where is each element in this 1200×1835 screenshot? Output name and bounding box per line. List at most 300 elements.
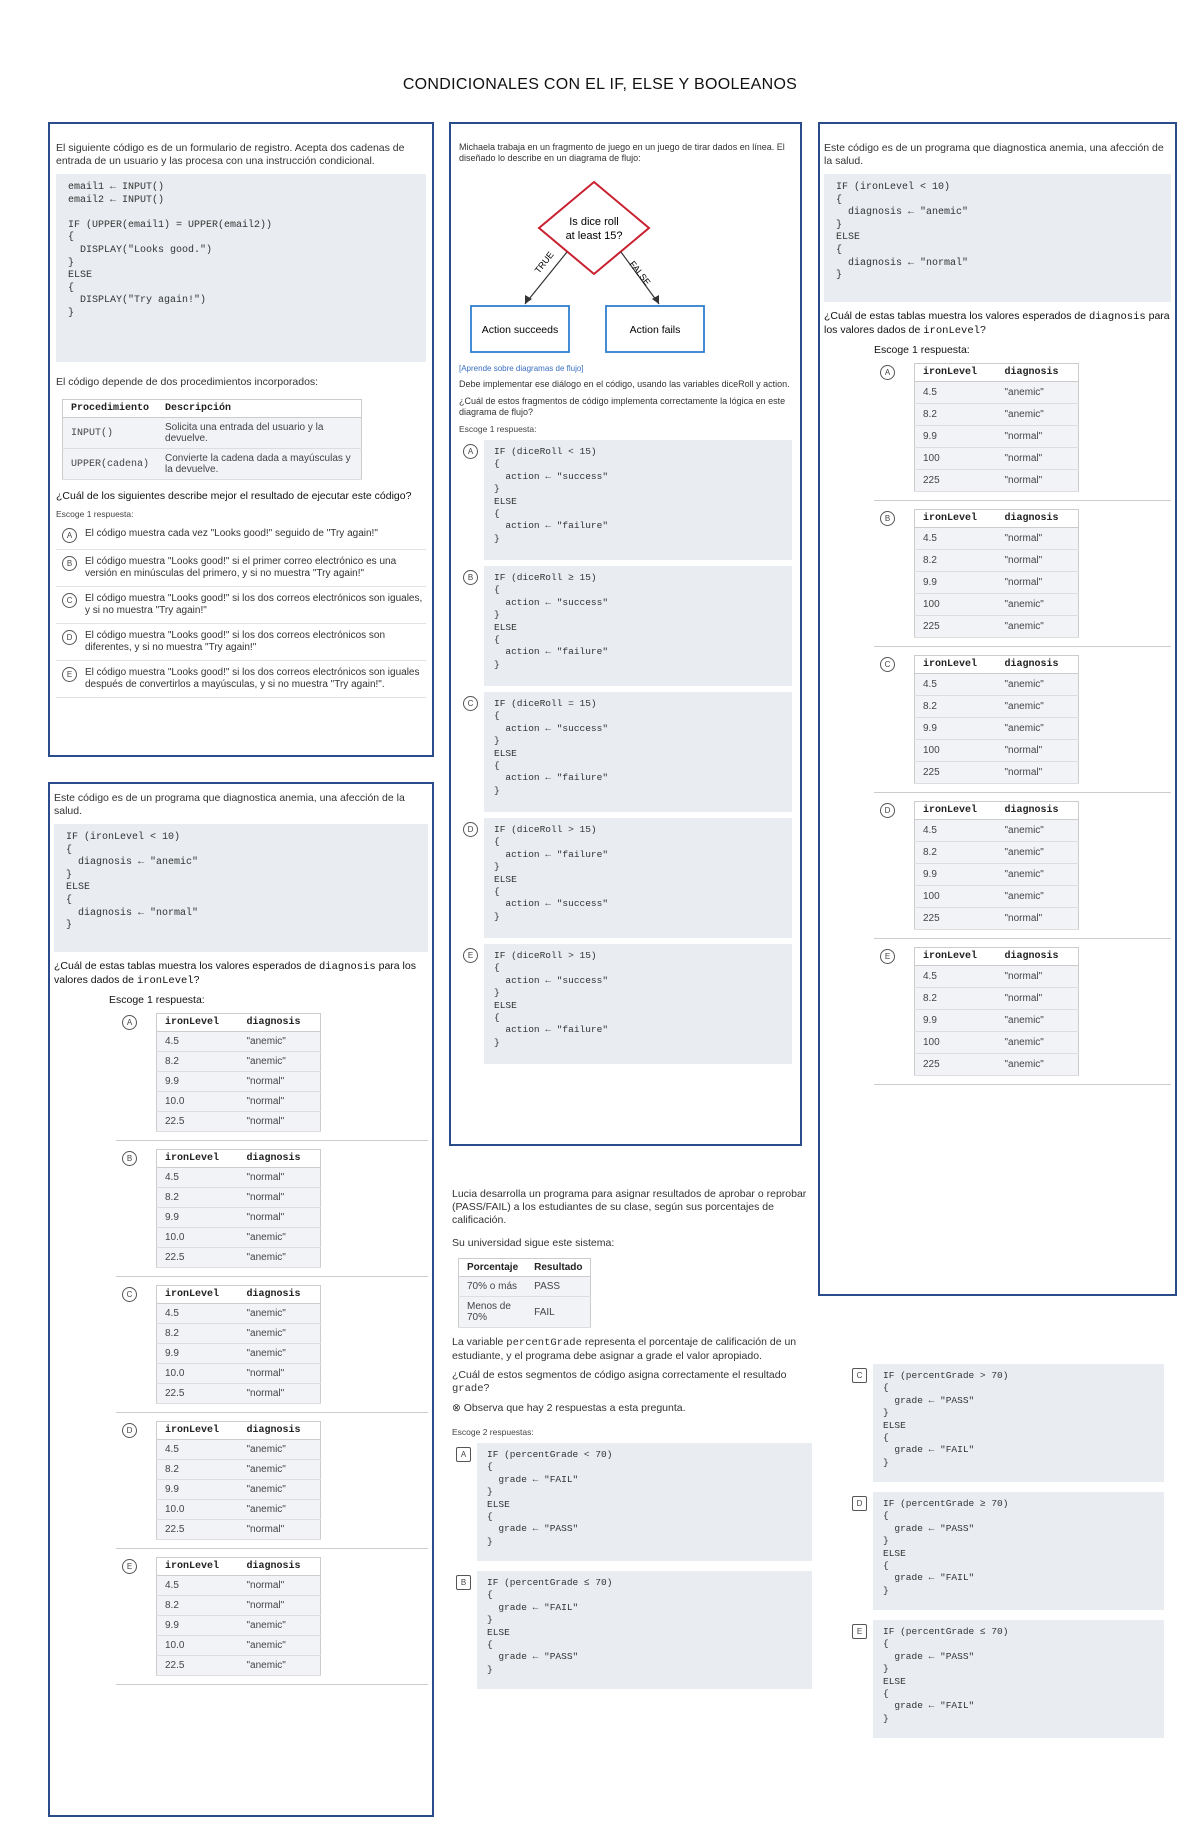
col-header: diagnosis — [239, 1558, 321, 1576]
table-row — [157, 1228, 321, 1248]
col-header: diagnosis — [239, 1286, 321, 1304]
anemia2-code: IF (ironLevel < 10) { diagnosis ← "anemic" } ELSE { diagnosis ← "normal" } — [824, 174, 1171, 302]
cell-diagnosis: "anemic" — [997, 382, 1079, 404]
cell-diagnosis: "anemic" — [997, 674, 1079, 696]
table-row — [915, 988, 1079, 1010]
cell-iron: 100 — [915, 740, 997, 762]
cell-iron: 8.2 — [915, 988, 997, 1010]
col-header: ironLevel — [915, 948, 997, 966]
checkbox[interactable]: E — [852, 1624, 867, 1639]
table-row — [915, 820, 1079, 842]
q2-options — [459, 440, 792, 1064]
table-row — [157, 1384, 321, 1404]
q2-intro: Michaela trabaja en un fragmento de juego en un juego de tirar dados en línea. El diseñado lo describe en un diagrama de flujo: — [459, 142, 785, 163]
grade-section — [452, 1188, 812, 1748]
answer-option[interactable] — [848, 1620, 1164, 1738]
radio-circle[interactable]: E — [122, 1559, 137, 1574]
grade-options-right — [848, 1364, 1164, 1804]
col-header: diagnosis — [997, 510, 1079, 528]
cell-diagnosis: "anemic" — [997, 696, 1079, 718]
radio-circle[interactable]: B — [880, 511, 895, 526]
answer-option[interactable] — [874, 947, 1171, 1085]
cell-iron: 8.2 — [915, 696, 997, 718]
cell-iron: 4.5 — [157, 1032, 239, 1052]
cell-diagnosis: "anemic" — [239, 1656, 321, 1676]
table-row — [157, 1616, 321, 1636]
answer-option[interactable] — [874, 801, 1171, 939]
grade-options-left — [452, 1443, 812, 1689]
table-header-row — [157, 1422, 321, 1440]
option-code: IF (percentGrade ≥ 70) { grade ← "PASS" } ELSE { grade ← "FAIL" } — [873, 1492, 1164, 1610]
diamond-text: at least 15? — [565, 230, 623, 242]
table-row — [157, 1364, 321, 1384]
cell-diagnosis: "normal" — [997, 470, 1079, 492]
table-header-row — [157, 1558, 321, 1576]
answer-option[interactable] — [56, 553, 426, 587]
q-text: ? — [979, 324, 986, 336]
anemia2-options — [874, 363, 1171, 1085]
cell-iron: 9.9 — [915, 1010, 997, 1032]
q-text: ? — [193, 974, 200, 986]
cell-diagnosis: "normal" — [997, 572, 1079, 594]
table-header-row — [157, 1150, 321, 1168]
radio-circle[interactable]: D — [122, 1423, 137, 1438]
proc-cell: Solicita una entrada del usuario y la devuelve. — [157, 418, 361, 449]
q-text: ? — [483, 1382, 490, 1394]
radio-circle[interactable]: D — [880, 803, 895, 818]
cell-iron: 9.9 — [157, 1344, 239, 1364]
answer-option[interactable] — [56, 627, 426, 661]
answer-option[interactable] — [459, 692, 792, 812]
proc-header: Procedimiento — [63, 400, 158, 418]
cell-diagnosis: "anemic" — [239, 1304, 321, 1324]
cell-iron: 4.5 — [915, 382, 997, 404]
answer-option[interactable] — [459, 818, 792, 938]
q1-procedure-table — [62, 399, 362, 480]
answer-option[interactable] — [56, 590, 426, 624]
checkbox[interactable]: D — [852, 1496, 867, 1511]
answer-option[interactable] — [56, 664, 426, 698]
cell-iron: 9.9 — [157, 1480, 239, 1500]
option-text: El código muestra "Looks good!" si los dos correos electrónicos son iguales, y si no muestra "Try again!" — [85, 593, 423, 616]
false-label: FALSE — [627, 259, 653, 288]
answer-option[interactable] — [848, 1364, 1164, 1482]
option-text: El código muestra "Looks good!" si el primer correo electrónico es una versión en minúsculas del primero, y si no muestra "Try again!" — [85, 556, 397, 579]
diamond-text: Is dice roll — [569, 216, 619, 228]
cell-iron: 4.5 — [157, 1304, 239, 1324]
table-row — [157, 1636, 321, 1656]
table-row — [915, 908, 1079, 930]
grade-var-text — [452, 1336, 812, 1363]
q1-question: ¿Cuál de los siguientes describe mejor el resultado de ejecutar este código? — [56, 490, 412, 502]
table-row — [915, 448, 1079, 470]
answer-option[interactable] — [116, 1149, 428, 1277]
q1-depends: El código depende de dos procedimientos incorporados: — [56, 376, 319, 388]
answer-option[interactable] — [459, 440, 792, 560]
option-code: IF (percentGrade ≤ 70) { grade ← "PASS" } ELSE { grade ← "FAIL" } — [873, 1620, 1164, 1738]
col-header: diagnosis — [997, 802, 1079, 820]
q1-choose: Escoge 1 respuesta: — [56, 509, 134, 519]
cell-diagnosis: "anemic" — [997, 820, 1079, 842]
cell-iron: 9.9 — [915, 572, 997, 594]
cell-iron: 4.5 — [157, 1440, 239, 1460]
anemia2-choose: Escoge 1 respuesta: — [874, 344, 970, 356]
table-row — [157, 1052, 321, 1072]
cell-iron: 225 — [915, 908, 997, 930]
proc-cell: Convierte la cadena dada a mayúsculas y la devuelve. — [157, 449, 361, 480]
radio-circle[interactable]: C — [62, 593, 77, 608]
cell-iron: 8.2 — [157, 1460, 239, 1480]
radio-circle[interactable]: B — [463, 570, 478, 585]
cell-iron: 22.5 — [157, 1384, 239, 1404]
answer-table — [156, 1285, 321, 1404]
radio-circle[interactable]: C — [122, 1287, 137, 1302]
grade-intro: Lucia desarrolla un programa para asignar resultados de aprobar o reprobar (PASS/FAIL) a los estudiantes de su clase, según sus porcentajes de calificación. — [452, 1188, 807, 1226]
grade-cell: FAIL — [526, 1297, 591, 1328]
grade-cell: 70% o más — [459, 1277, 527, 1297]
table-row — [915, 1032, 1079, 1054]
table-row — [157, 1208, 321, 1228]
cell-iron: 100 — [915, 886, 997, 908]
cell-iron: 4.5 — [915, 966, 997, 988]
answer-table — [914, 801, 1079, 930]
col-header: ironLevel — [915, 364, 997, 382]
q-text: La variable — [452, 1336, 507, 1348]
cell-iron: 4.5 — [915, 674, 997, 696]
radio-circle[interactable]: B — [62, 556, 77, 571]
answer-table — [156, 1013, 321, 1132]
option-code: IF (diceRoll < 15) { action ← "success" } ELSE { action ← "failure" } — [484, 440, 792, 560]
proc-header: Descripción — [157, 400, 361, 418]
anemia-code: IF (ironLevel < 10) { diagnosis ← "anemic" } ELSE { diagnosis ← "normal" } — [54, 824, 428, 952]
table-header-row — [157, 1014, 321, 1032]
answer-option[interactable] — [874, 363, 1171, 501]
table-row — [915, 550, 1079, 572]
anemia-choose: Escoge 1 respuesta: — [109, 994, 205, 1006]
cell-diagnosis: "anemic" — [239, 1440, 321, 1460]
table-row — [157, 1168, 321, 1188]
q-var: diagnosis — [1088, 311, 1146, 323]
cell-diagnosis: "anemic" — [997, 718, 1079, 740]
col-header: ironLevel — [915, 656, 997, 674]
q-text: para los valores dados de — [54, 960, 416, 986]
answer-option[interactable] — [116, 1285, 428, 1413]
answer-option[interactable] — [874, 655, 1171, 793]
cell-iron: 22.5 — [157, 1520, 239, 1540]
answer-option[interactable] — [116, 1013, 428, 1141]
radio-circle[interactable]: B — [122, 1151, 137, 1166]
cell-diagnosis: "anemic" — [239, 1500, 321, 1520]
cell-diagnosis: "normal" — [239, 1384, 321, 1404]
answer-option[interactable] — [848, 1492, 1164, 1610]
flowchart — [459, 170, 796, 360]
table-row — [157, 1092, 321, 1112]
cell-diagnosis: "normal" — [997, 988, 1079, 1010]
proc-cell: UPPER(cadena) — [63, 449, 158, 480]
answer-option[interactable] — [452, 1443, 812, 1561]
cell-diagnosis: "normal" — [239, 1188, 321, 1208]
cell-iron: 9.9 — [157, 1208, 239, 1228]
cell-iron: 22.5 — [157, 1656, 239, 1676]
anemia-question — [54, 960, 428, 988]
table-row — [915, 696, 1079, 718]
anemia-options — [116, 1013, 428, 1685]
q-text: ¿Cuál de estas tablas muestra los valores esperados de — [54, 960, 319, 972]
cell-iron: 9.9 — [157, 1616, 239, 1636]
table-row — [915, 1010, 1079, 1032]
cell-diagnosis: "normal" — [997, 966, 1079, 988]
cell-diagnosis: "normal" — [239, 1364, 321, 1384]
cell-diagnosis: "anemic" — [997, 616, 1079, 638]
cell-diagnosis: "anemic" — [997, 1054, 1079, 1076]
cell-iron: 10.0 — [157, 1500, 239, 1520]
table-row — [157, 1440, 321, 1460]
cell-iron: 4.5 — [157, 1576, 239, 1596]
radio-circle[interactable]: C — [880, 657, 895, 672]
cell-diagnosis: "normal" — [997, 908, 1079, 930]
table-row — [157, 1500, 321, 1520]
cell-diagnosis: "anemic" — [239, 1324, 321, 1344]
panel-anemia-left — [48, 782, 434, 1817]
radio-circle[interactable]: E — [62, 667, 77, 682]
cell-diagnosis: "anemic" — [239, 1228, 321, 1248]
cell-diagnosis: "anemic" — [239, 1636, 321, 1656]
table-row — [157, 1072, 321, 1092]
option-text: El código muestra "Looks good!" si los dos correos electrónicos son diferentes, y si no muestra "Try again!" — [85, 630, 386, 653]
cell-iron: 9.9 — [915, 718, 997, 740]
table-row — [157, 1520, 321, 1540]
table-row — [915, 528, 1079, 550]
panel-dice-question — [449, 122, 802, 1146]
table-row — [915, 572, 1079, 594]
cell-diagnosis: "normal" — [997, 740, 1079, 762]
col-header: ironLevel — [915, 510, 997, 528]
table-row — [915, 382, 1079, 404]
grade-header: Porcentaje — [459, 1259, 527, 1277]
answer-table — [156, 1149, 321, 1268]
col-header: ironLevel — [915, 802, 997, 820]
answer-option[interactable] — [874, 509, 1171, 647]
grade-system: Su universidad sigue este sistema: — [452, 1237, 615, 1249]
cell-diagnosis: "anemic" — [997, 842, 1079, 864]
cell-iron: 225 — [915, 1054, 997, 1076]
radio-circle[interactable]: A — [122, 1015, 137, 1030]
table-row — [915, 616, 1079, 638]
radio-circle[interactable]: D — [463, 822, 478, 837]
option-text: El código muestra cada vez "Looks good!" seguido de "Try again!" — [85, 528, 378, 539]
cell-diagnosis: "normal" — [239, 1576, 321, 1596]
cell-iron: 4.5 — [915, 528, 997, 550]
table-row — [915, 426, 1079, 448]
table-row — [157, 1324, 321, 1344]
table-header-row — [915, 948, 1079, 966]
q2-instruction: Debe implementar ese diálogo en el código, usando las variables diceRoll y action. — [459, 379, 790, 389]
cell-iron: 9.9 — [915, 864, 997, 886]
grade-cell: PASS — [526, 1277, 591, 1297]
cell-diagnosis: "normal" — [239, 1596, 321, 1616]
answer-table — [914, 363, 1079, 492]
anemia-intro: Este código es de un programa que diagnostica anemia, una afección de la salud. — [54, 792, 405, 817]
col-header: diagnosis — [239, 1422, 321, 1440]
cell-diagnosis: "anemic" — [997, 886, 1079, 908]
table-header-row — [915, 364, 1079, 382]
table-row — [915, 594, 1079, 616]
answer-table — [914, 947, 1079, 1076]
cell-iron: 10.0 — [157, 1364, 239, 1384]
table-row — [915, 404, 1079, 426]
cell-diagnosis: "anemic" — [239, 1344, 321, 1364]
cell-iron: 9.9 — [157, 1072, 239, 1092]
flowchart-link[interactable]: [Aprende sobre diagramas de flujo] — [459, 364, 584, 373]
radio-circle[interactable]: A — [880, 365, 895, 380]
table-row — [157, 1188, 321, 1208]
option-text: El código muestra "Looks good!" si los dos correos electrónicos son iguales después de convertirlos a mayúsculas, y si no muestra "Try again!". — [85, 667, 420, 690]
cell-iron: 8.2 — [157, 1052, 239, 1072]
radio-circle[interactable]: E — [880, 949, 895, 964]
table-row — [915, 842, 1079, 864]
answer-option[interactable] — [459, 944, 792, 1064]
table-row — [157, 1304, 321, 1324]
answer-option[interactable] — [459, 566, 792, 686]
cell-diagnosis: "normal" — [239, 1168, 321, 1188]
radio-circle[interactable]: C — [463, 696, 478, 711]
option-code: IF (diceRoll > 15) { action ← "success" } ELSE { action ← "failure" } — [484, 944, 792, 1064]
checkbox[interactable]: A — [456, 1447, 471, 1462]
cell-iron: 8.2 — [157, 1324, 239, 1344]
q-text: para los valores dados de — [824, 310, 1170, 336]
answer-table — [156, 1421, 321, 1540]
table-row — [157, 1656, 321, 1676]
option-code: IF (percentGrade > 70) { grade ← "PASS" } ELSE { grade ← "FAIL" } — [873, 1364, 1164, 1482]
radio-circle[interactable]: A — [463, 444, 478, 459]
anemia2-intro: Este código es de un programa que diagnostica anemia, una afección de la salud. — [824, 142, 1164, 167]
panel-email-question — [48, 122, 434, 757]
option-code: IF (diceRoll = 15) { action ← "success" } ELSE { action ← "failure" } — [484, 692, 792, 812]
cell-iron: 100 — [915, 1032, 997, 1054]
cell-diagnosis: "anemic" — [239, 1616, 321, 1636]
cell-diagnosis: "normal" — [239, 1520, 321, 1540]
table-row — [157, 1112, 321, 1132]
q-var: grade — [452, 1383, 484, 1395]
cell-diagnosis: "anemic" — [997, 1032, 1079, 1054]
table-row — [915, 718, 1079, 740]
table-row — [157, 1344, 321, 1364]
col-header: diagnosis — [997, 656, 1079, 674]
cell-diagnosis: "normal" — [997, 528, 1079, 550]
table-row — [157, 1032, 321, 1052]
table-row — [157, 1596, 321, 1616]
answer-table — [914, 509, 1079, 638]
q1-intro: El siguiente código es de un formulario de registro. Acepta dos cadenas de entrada de un usuario y las procesa con una instrucción condicional. — [56, 142, 405, 167]
anemia2-question — [824, 310, 1171, 338]
table-row — [915, 886, 1079, 908]
option-code: IF (percentGrade ≤ 70) { grade ← "FAIL" } ELSE { grade ← "PASS" } — [477, 1571, 812, 1689]
cell-iron: 22.5 — [157, 1112, 239, 1132]
q1-options — [56, 525, 426, 698]
cell-diagnosis: "normal" — [997, 762, 1079, 784]
col-header: diagnosis — [997, 364, 1079, 382]
cell-iron: 4.5 — [157, 1168, 239, 1188]
radio-circle[interactable]: A — [62, 528, 77, 543]
table-row — [915, 762, 1079, 784]
grade-choose: Escoge 2 respuestas: — [452, 1427, 534, 1437]
col-header: ironLevel — [157, 1150, 239, 1168]
col-header: diagnosis — [239, 1150, 321, 1168]
table-row — [915, 470, 1079, 492]
answer-option[interactable] — [116, 1557, 428, 1685]
answer-table — [914, 655, 1079, 784]
cell-iron: 225 — [915, 762, 997, 784]
table-row — [915, 864, 1079, 886]
cell-diagnosis: "anemic" — [997, 864, 1079, 886]
col-header: diagnosis — [239, 1014, 321, 1032]
radio-circle[interactable]: E — [463, 948, 478, 963]
option-code: IF (diceRoll ≥ 15) { action ← "success" } ELSE { action ← "failure" } — [484, 566, 792, 686]
cell-iron: 225 — [915, 470, 997, 492]
cell-diagnosis: "normal" — [997, 448, 1079, 470]
table-row — [915, 966, 1079, 988]
table-header-row — [915, 656, 1079, 674]
table-row — [915, 1054, 1079, 1076]
table-row — [157, 1576, 321, 1596]
col-header: ironLevel — [157, 1422, 239, 1440]
cell-diagnosis: "normal" — [239, 1072, 321, 1092]
table-header-row — [915, 510, 1079, 528]
q-text: representa el porcentaje de calificación de un estudiante, y el programa debe asignar a grade el valor apropiado. — [452, 1336, 797, 1362]
cell-iron: 100 — [915, 594, 997, 616]
q-var: ironLevel — [136, 975, 194, 987]
cell-diagnosis: "normal" — [997, 426, 1079, 448]
answer-option[interactable] — [56, 525, 426, 550]
q2-choose: Escoge 1 respuesta: — [459, 424, 537, 434]
cell-diagnosis: "anemic" — [997, 594, 1079, 616]
box-fails-label: Action fails — [629, 324, 681, 336]
table-row — [915, 740, 1079, 762]
cell-diagnosis: "anemic" — [239, 1480, 321, 1500]
answer-option[interactable] — [452, 1571, 812, 1689]
q2-question: ¿Cuál de estos fragmentos de código implementa correctamente la lógica en este diagrama de flujo? — [459, 396, 786, 417]
cell-diagnosis: "normal" — [997, 550, 1079, 572]
cell-diagnosis: "anemic" — [997, 1010, 1079, 1032]
checkbox[interactable]: B — [456, 1575, 471, 1590]
cell-iron: 8.2 — [157, 1188, 239, 1208]
cell-iron: 22.5 — [157, 1248, 239, 1268]
q1-code: email1 ← INPUT() email2 ← INPUT() IF (UPPER(email1) = UPPER(email2)) { DISPLAY("Looks good.") } ELSE { DISPLAY("Try again!") } — [56, 174, 426, 362]
table-row — [157, 1248, 321, 1268]
true-label: TRUE — [532, 249, 556, 276]
cell-diagnosis: "normal" — [239, 1112, 321, 1132]
q-var: ironLevel — [923, 325, 980, 337]
cell-diagnosis: "anemic" — [239, 1248, 321, 1268]
cell-iron: 100 — [915, 448, 997, 470]
cell-iron: 10.0 — [157, 1636, 239, 1656]
panel-anemia-right — [818, 122, 1177, 1296]
q-text: ¿Cuál de estas tablas muestra los valores esperados de — [824, 310, 1089, 322]
cell-diagnosis: "normal" — [239, 1208, 321, 1228]
table-row — [157, 1480, 321, 1500]
grade-header: Resultado — [526, 1259, 591, 1277]
answer-option[interactable] — [116, 1421, 428, 1549]
cell-diagnosis: "anemic" — [239, 1052, 321, 1072]
cell-iron: 8.2 — [915, 842, 997, 864]
option-code: IF (diceRoll > 15) { action ← "failure" } ELSE { action ← "success" } — [484, 818, 792, 938]
radio-circle[interactable]: D — [62, 630, 77, 645]
col-header: ironLevel — [157, 1014, 239, 1032]
cell-diagnosis: "anemic" — [239, 1032, 321, 1052]
cell-diagnosis: "anemic" — [239, 1460, 321, 1480]
checkbox[interactable]: C — [852, 1368, 867, 1383]
cell-iron: 10.0 — [157, 1092, 239, 1112]
